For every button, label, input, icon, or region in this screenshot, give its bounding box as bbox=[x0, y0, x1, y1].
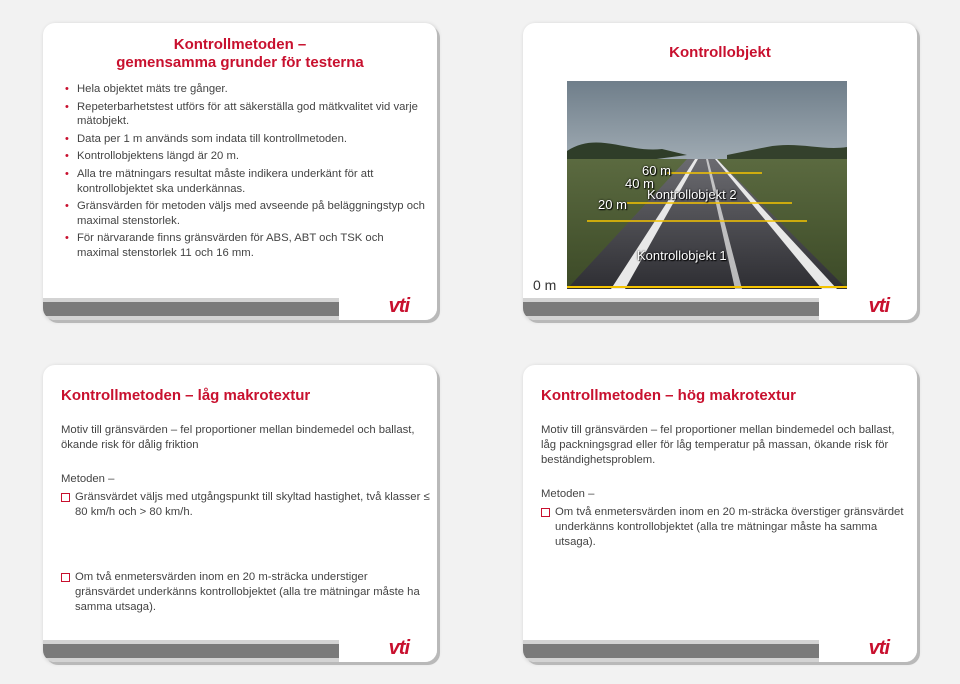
slide-cell-2 bbox=[480, 0, 960, 342]
slide-3-intro: Motiv till gränsvärden – fel proportioner mellan bindemedel och ballast, ökande risk för dålig friktion bbox=[61, 424, 415, 451]
slide-3-item-2: Om två enmetersvärden inom en 20 m-sträcka understiger gränsvärdet underkänns kontrollobjektet (alla tre mätningar måste ha samma utsaga). bbox=[61, 570, 430, 615]
slide-3-title: Kontrollmetoden – låg makrotextur bbox=[61, 387, 311, 404]
slide-footer bbox=[43, 295, 437, 320]
label-60m: 60 m bbox=[642, 163, 671, 178]
vti-logo: vti bbox=[868, 637, 889, 659]
slide-1-bullets bbox=[65, 82, 425, 264]
slide-3 bbox=[43, 365, 437, 662]
slide-footer bbox=[43, 637, 437, 662]
slide-3-method: Metoden – bbox=[61, 473, 115, 485]
bullet: • Data per 1 m används som indata till kontrollmetoden. bbox=[65, 132, 425, 147]
bullet: • Hela objektet mäts tre gånger. bbox=[65, 82, 425, 97]
bullet: • Alla tre mätningars resultat måste indikera underkänt för att kontrollobjektet ska underkännas. bbox=[65, 167, 425, 196]
road-photo bbox=[567, 81, 847, 289]
label-kontrollobjekt-1: Kontrollobjekt 1 bbox=[637, 248, 727, 263]
checkbox-bullet-icon bbox=[61, 493, 70, 502]
slide-4-item-1: Om två enmetersvärden inom en 20 m-sträcka överstiger gränsvärdet underkänns kontrollobjektet (alla tre mätningar måste ha samma utsaga). bbox=[541, 505, 910, 550]
vti-logo: vti bbox=[388, 295, 409, 317]
bullet: • Repeterbarhetstest utförs för att säkerställa god mätkvalitet vid varje mätobjekt. bbox=[65, 100, 425, 129]
slide-2 bbox=[523, 23, 917, 320]
bullet: • För närvarande finns gränsvärden för ABS, ABT och TSK och maximal stenstorlek 11 och 16 mm. bbox=[65, 231, 425, 260]
slide-footer bbox=[523, 295, 917, 320]
slide-4-method: Metoden – bbox=[541, 488, 595, 500]
slide-1-title: Kontrollmetoden – gemensamma grunder för testerna bbox=[116, 36, 364, 71]
label-20m: 20 m bbox=[598, 197, 627, 212]
slide-cell-1 bbox=[0, 0, 480, 342]
bullet: • Kontrollobjektens längd är 20 m. bbox=[65, 149, 425, 164]
slide-cell-4 bbox=[480, 342, 960, 684]
slide-3-item-1: Gränsvärdet väljs med utgångspunkt till skyltad hastighet, två klasser ≤ 80 km/h och > 80 km/h. bbox=[61, 490, 430, 520]
vti-logo: vti bbox=[868, 295, 889, 317]
slide-4-title: Kontrollmetoden – hög makrotextur bbox=[541, 387, 797, 404]
bullet: • Gränsvärden för metoden väljs med avseende på beläggningstyp och maximal stenstorlek. bbox=[65, 199, 425, 228]
label-40m: 40 m bbox=[625, 176, 654, 191]
slide-1 bbox=[43, 23, 437, 320]
slide-cell-3 bbox=[0, 342, 480, 684]
checkbox-bullet-icon bbox=[61, 573, 70, 582]
label-0m: 0 m bbox=[533, 277, 557, 293]
label-kontrollobjekt-2: Kontrollobjekt 2 bbox=[647, 187, 737, 202]
slide-footer bbox=[523, 637, 917, 662]
slide-4-intro: Motiv till gränsvärden – fel proportioner mellan bindemedel och ballast, låg packningsgrad eller för låg temperatur på massan, ökande risk för beständighetsproblem. bbox=[541, 424, 895, 466]
slide-4 bbox=[523, 365, 917, 662]
vti-logo: vti bbox=[388, 637, 409, 659]
checkbox-bullet-icon bbox=[541, 508, 550, 517]
slide-2-title: Kontrollobjekt bbox=[669, 44, 771, 61]
